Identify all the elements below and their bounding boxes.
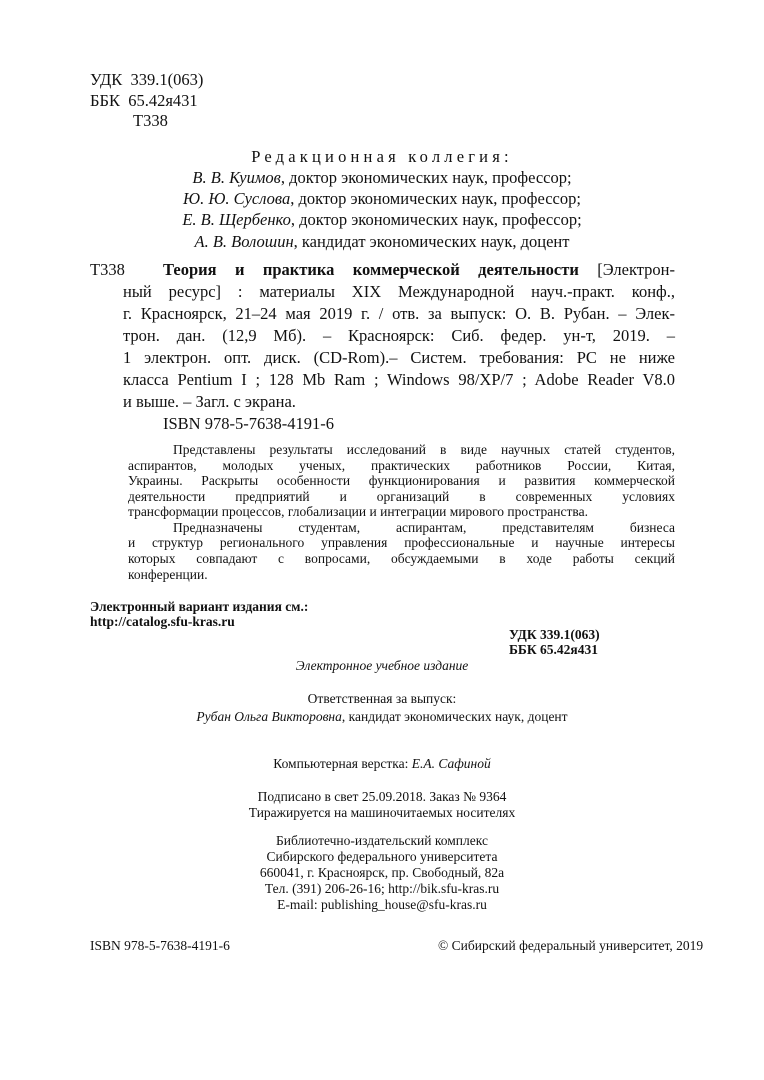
layout-credit: Компьютерная верстка: Е.А. Сафиной	[273, 756, 491, 771]
biblio-line: 1 электрон. опт. диск. (CD-Rom).– Систем. требования: PC не ниже	[123, 348, 675, 367]
abstract-line: Украины. Раскрыты особенности функционирования и развития коммерческой	[128, 473, 675, 488]
biblio-line: класса Pentium I ; 128 Mb Ram ; Windows 98/XP/7 ; Adobe Reader V8.0	[123, 370, 675, 389]
bbk-repeat: ББК 65.42я431	[509, 642, 598, 657]
board-member: В. В. Куимов, доктор экономических наук, профессор;	[192, 168, 572, 187]
board-member: Е. В. Щербенко, доктор экономических наук, профессор;	[182, 210, 582, 229]
signed-info: Подписано в свет 25.09.2018. Заказ № 9364	[257, 789, 507, 804]
publisher-line: Тел. (391) 206-26-16; http://bik.sfu-kras.ru	[264, 881, 500, 896]
abstract-line: трансформации процессов, глобализации и интеграции мирового пространства.	[128, 504, 588, 519]
biblio-title-line: Теория и практика коммерческой деятельности [Электрон-	[163, 260, 675, 279]
responsible-person: Рубан Ольга Викторовна, кандидат экономических наук, доцент	[196, 709, 568, 724]
board-member: А. В. Волошин, кандидат экономических наук, доцент	[194, 232, 570, 251]
udk: УДК 339.1(063)	[90, 70, 204, 89]
author-mark: Т338	[133, 111, 168, 130]
board-title: Редакционная коллегия:	[251, 147, 513, 166]
biblio-line: и выше. – Загл. с экрана.	[123, 392, 296, 411]
isbn: ISBN 978-5-7638-4191-6	[163, 414, 334, 433]
board-member: Ю. Ю. Суслова, доктор экономических наук, профессор;	[183, 189, 581, 208]
abstract-line: и структур регионального управления профессиональные и научные интересы	[128, 535, 675, 550]
abstract-line: Предназначены студентам, аспирантам, представителям бизнеса	[173, 520, 675, 535]
biblio-line: трон. дан. (12,9 Мб). – Красноярск: Сиб. федер. ун-т, 2019. –	[123, 326, 675, 345]
udk-repeat: УДК 339.1(063)	[509, 627, 600, 642]
copies-info: Тиражируется на машиночитаемых носителях	[248, 805, 516, 820]
publisher-line: 660041, г. Красноярск, пр. Свободный, 82а	[259, 865, 505, 880]
footer-copyright: © Сибирский федеральный университет, 2019	[438, 938, 704, 953]
abstract-line: которых совпадают с вопросами, обсуждаемыми в ходе работы секций	[128, 551, 675, 566]
publisher-line: Сибирского федерального университета	[266, 849, 498, 864]
publisher-line: Библиотечно-издательский комплекс	[276, 833, 488, 848]
catalog-link[interactable]: http://catalog.sfu-kras.ru	[90, 614, 235, 629]
abstract-line: Представлены результаты исследований в виде научных статей студентов,	[173, 442, 675, 457]
biblio-line: ный ресурс] : материалы XIX Международной науч.-практ. конф.,	[123, 282, 675, 301]
electronic-label: Электронный вариант издания см.:	[90, 599, 309, 614]
publisher-line: E-mail: publishing_house@sfu-kras.ru	[277, 897, 487, 912]
edition-type: Электронное учебное издание	[295, 658, 469, 673]
abstract-line: деятельности предприятий и организаций в современных условиях	[128, 489, 675, 504]
responsible-label: Ответственная за выпуск:	[307, 691, 457, 706]
bbk: ББК 65.42я431	[90, 91, 198, 110]
abstract-line: аспирантов, молодых ученых, практических работников России, Китая,	[128, 458, 675, 473]
abstract-line: конференции.	[128, 567, 208, 582]
biblio-line: г. Красноярск, 21–24 мая 2019 г. / отв. за выпуск: О. В. Рубан. – Элек-	[123, 304, 675, 323]
biblio-code: Т338	[90, 260, 125, 279]
footer-isbn: ISBN 978-5-7638-4191-6	[90, 938, 230, 953]
